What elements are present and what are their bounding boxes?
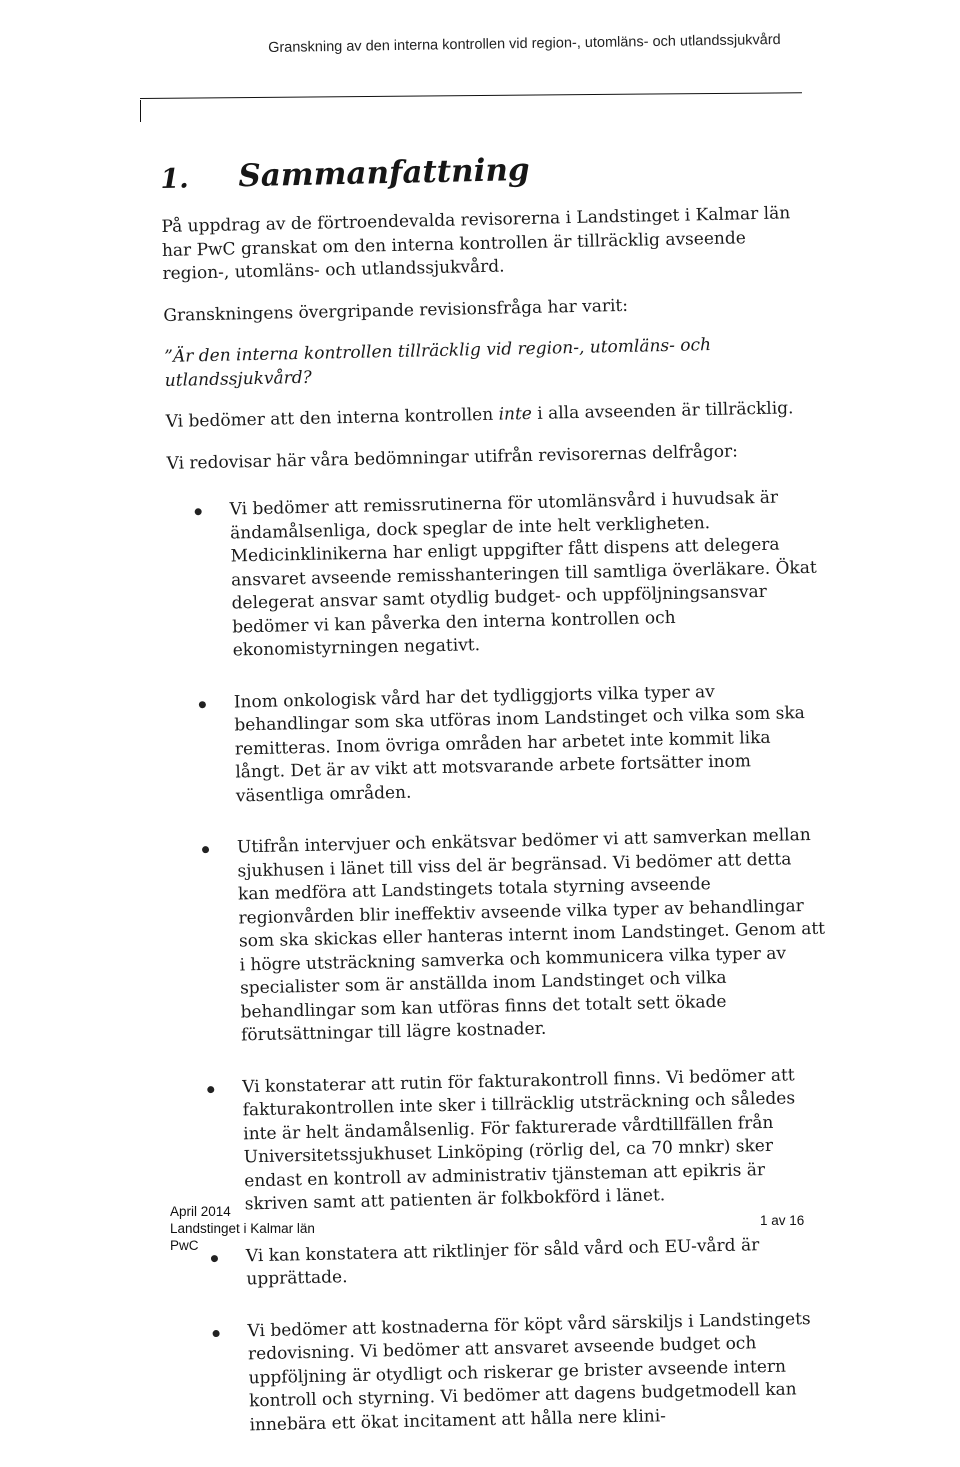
footer-organization: Landstinget i Kalmar län — [170, 1221, 315, 1236]
header-rule-tick — [140, 100, 141, 122]
list-item-text: Vi bedömer att remissrutinerna för utomlänsvård i huvudsak är ändamålsenliga, dock speglar de inte helt verkligheten. Medicinklinikerna har enligt uppgifter fått dispens att delegera ansvaret avseende remisshanteringen till samtliga överläkare. Ökat delegerat ansvar samt otydlig budget- och uppföljningsansvar bedömer vi kan påverka den interna kontrollen och ekonomistyrningen negativt. — [229, 487, 817, 661]
bullet-icon — [199, 701, 206, 708]
list-item-text: Utifrån intervjuer och enkätsvar bedömer vi att samverkan mellan sjukhusen i länet till viss del är begränsad. Vi bedömer att detta kan medföra att Landstingets totala styrning avseende regionvården blir ineffektiv avseende vilka typer av behandlingar som ska skickas eller hanteras internt inom Landstinget. Genom att i högre utsträckning samverka och kommunicera vilka typer av specialister som är anställda inom Landstinget och vilka behandlingar som kan utföras finns det totalt sett ökade förutsättningar till lägre kostnader. — [236, 824, 826, 1046]
bullet-icon — [213, 1329, 220, 1336]
list-item-text: Vi kan konstatera att riktlinjer för såld vård och EU-vård är upprättade. — [245, 1234, 760, 1290]
section-number: 1. — [160, 163, 189, 195]
footer-info — [170, 1203, 315, 1254]
bullet-icon — [202, 846, 209, 853]
list-item-text: Inom onkologisk vård har det tydliggjorts vilka typer av behandlingar som ska utföras inom Landstinget och vilka som ska remitteras. Inom övriga områden har arbetet inte kommit lika långt. Det är av vikt att motsvarande arbete fortsätter inom väsentliga områden. — [233, 681, 805, 806]
header-rule — [140, 92, 802, 99]
overall-assessment — [165, 397, 815, 435]
footer-date: April 2014 — [170, 1204, 231, 1219]
list-item — [167, 486, 820, 665]
intro-paragraph: På uppdrag av de förtroendevalda revisorerna i Landstinget i Kalmar län har PwC granskat om den interna kontrollen är tillräcklig avseende region-, utomläns- och utlandssjukvård. — [161, 203, 791, 284]
list-item-text: Vi konstaterar att rutin för fakturakontroll finns. Vi bedömer att fakturakontrollen inte sker i tillräcklig utsträckning och således inte är helt ändamålsenlig. För fakturerade vårdtillfällen från Universitetssjukhuset Linköping (rörlig del, ca 70 mnkr) sker endast en kontroll av administrativ tjänsteman att epikris är skriven samt att patienten är folkbokförd i länet. — [242, 1064, 796, 1215]
list-item-text: Vi bedömer att kostnaderna för köpt vård särskiljs i Landstingets redovisning. Vi bedömer att ansvaret avseende budget och uppföljning är otydligt och riskerar ge brister avseende intern kontroll och styrning. Vi bedömer att dagens budgetmodell kan innebära ett ökat incitament att hålla nere klini- — [247, 1308, 811, 1435]
subquestions-intro: Vi redovisar här våra bedömningar utifrån revisorernas delfrågor: — [166, 440, 739, 474]
list-item — [175, 824, 829, 1050]
bullet-icon — [195, 508, 202, 515]
assessment-text-end: i alla avseenden är tillräcklig. — [531, 398, 794, 424]
assessment-emphasis: inte — [498, 403, 533, 425]
bullet-icon — [207, 1086, 214, 1093]
footer-firm: PwC — [170, 1238, 199, 1253]
running-header: Granskning av den interna kontrollen vid region-, utomläns- och utlandssjukvård — [268, 31, 781, 56]
section-heading — [160, 146, 811, 196]
audit-question: ”Är den interna kontrollen tillräcklig vid region-, utomläns- och utlandssjukvård? — [164, 335, 712, 391]
list-item — [172, 678, 824, 810]
list-item — [180, 1063, 833, 1218]
page-number: 1 av 16 — [760, 1213, 805, 1228]
bullet-icon — [211, 1254, 218, 1261]
list-item — [185, 1307, 837, 1439]
section-title: Sammanfattning — [237, 151, 530, 195]
assessment-text-start: Vi bedömer att den interna kontrollen — [165, 404, 499, 432]
assessment-list — [167, 486, 837, 1439]
audit-question-label: Granskningens övergripande revisionsfråga har varit: — [163, 295, 629, 326]
body-text — [160, 146, 838, 1467]
